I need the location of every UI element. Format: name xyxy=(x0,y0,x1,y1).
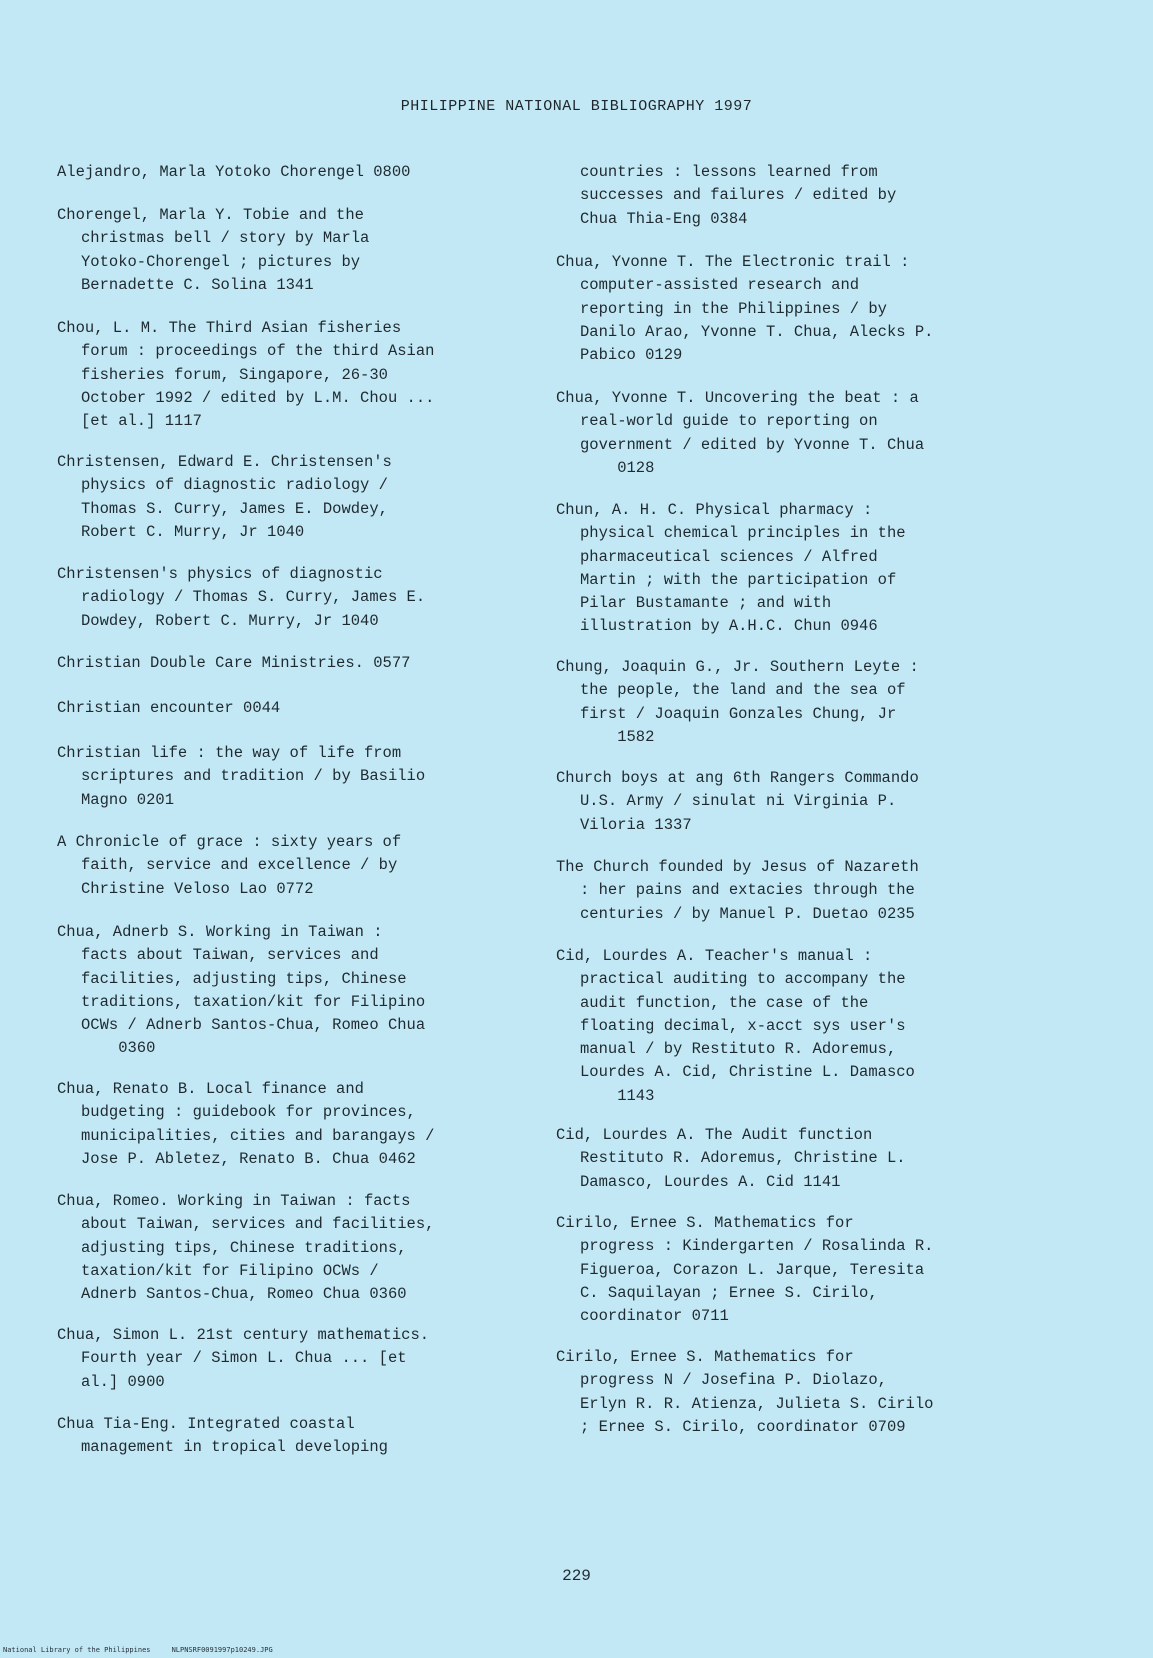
entry-line: countries : lessons learned from xyxy=(580,163,878,181)
entry-line: Chun, A. H. C. Physical pharmacy : xyxy=(556,501,873,519)
entry-left-2 xyxy=(57,317,561,433)
entry-line: Viloria 1337 xyxy=(580,815,692,834)
entry-line: ; Ernee S. Cirilo, coordinator 0709 xyxy=(580,1417,906,1436)
entry-line: Figueroa, Corazon L. Jarque, Teresita xyxy=(580,1260,925,1279)
entry-line: Chua, Yvonne T. Uncovering the beat : a xyxy=(556,389,919,407)
entry-left-8 xyxy=(57,831,561,901)
entry-line: fisheries forum, Singapore, 26-30 xyxy=(81,365,388,384)
entry-left-1 xyxy=(57,204,561,297)
entry-left-11 xyxy=(57,1190,561,1306)
entry-line: audit function, the case of the xyxy=(580,993,869,1012)
entry-left-9 xyxy=(57,921,561,1061)
entry-left-3 xyxy=(57,451,561,544)
entry-line: computer-assisted research and xyxy=(580,276,860,295)
entry-line: reporting in the Philippines / by xyxy=(580,299,887,318)
entry-line: the people, the land and the sea of xyxy=(580,681,906,700)
entry-line: Lourdes A. Cid, Christine L. Damasco xyxy=(580,1063,915,1082)
entry-right-1 xyxy=(556,251,1060,367)
entry-line: Chua, Yvonne T. The Electronic trail : xyxy=(556,253,910,271)
entry-line: Cirilo, Ernee S. Mathematics for xyxy=(556,1214,854,1232)
entry-right-10 xyxy=(556,1346,1060,1439)
entry-left-7 xyxy=(57,742,561,812)
entry-line: forum : proceedings of the third Asian xyxy=(81,342,435,361)
entry-line: management in tropical developing xyxy=(81,1438,388,1457)
entry-right-6 xyxy=(556,856,1060,926)
entry-line: : her pains and extacies through the xyxy=(580,881,915,900)
entry-left-4 xyxy=(57,563,561,633)
entry-line: traditions, taxation/kit for Filipino xyxy=(81,992,426,1011)
entry-left-6 xyxy=(57,697,561,720)
entry-right-3 xyxy=(556,499,1060,639)
entry-line: OCWs / Adnerb Santos-Chua, Romeo Chua xyxy=(81,1016,426,1035)
entry-left-10 xyxy=(57,1078,561,1171)
entry-line: 1143 xyxy=(580,1086,655,1105)
entry-right-9 xyxy=(556,1212,1060,1328)
entry-line: The Church founded by Jesus of Nazareth xyxy=(556,858,919,876)
entry-line: about Taiwan, services and facilities, xyxy=(81,1215,435,1234)
entry-line: Damasco, Lourdes A. Cid 1141 xyxy=(580,1172,841,1191)
entry-line: Chua, Renato B. Local finance and xyxy=(57,1080,364,1098)
entry-line: Restituto R. Adoremus, Christine L. xyxy=(580,1149,906,1168)
entry-line: manual / by Restituto R. Adoremus, xyxy=(580,1040,897,1059)
entry-line: Chua Tia-Eng. Integrated coastal xyxy=(57,1415,355,1433)
entry-line: Robert C. Murry, Jr 1040 xyxy=(81,522,305,541)
entry-line: al.] 0900 xyxy=(81,1372,165,1391)
entry-line: Martin ; with the participation of xyxy=(580,570,897,589)
entry-line: Cid, Lourdes A. The Audit function xyxy=(556,1126,873,1144)
entry-line: Erlyn R. R. Atienza, Julieta S. Cirilo xyxy=(580,1394,934,1413)
entry-line: October 1992 / edited by L.M. Chou ... xyxy=(81,388,435,407)
entry-line: radiology / Thomas S. Curry, James E. xyxy=(81,588,426,607)
entry-line: Chung, Joaquin G., Jr. Southern Leyte : xyxy=(556,658,919,676)
entry-line: progress N / Josefina P. Diolazo, xyxy=(580,1371,887,1390)
entry-line: Christensen, Edward E. Christensen's xyxy=(57,453,392,471)
entry-line: facilities, adjusting tips, Chinese xyxy=(81,969,407,988)
entry-line: A Chronicle of grace : sixty years of xyxy=(57,833,402,851)
entry-line: government / edited by Yvonne T. Chua xyxy=(580,435,925,454)
entry-line: physical chemical principles in the xyxy=(580,524,906,543)
entry-line: Adnerb Santos-Chua, Romeo Chua 0360 xyxy=(81,1285,407,1304)
entry-line: Cirilo, Ernee S. Mathematics for xyxy=(556,1348,854,1366)
entry-line: Jose P. Abletez, Renato B. Chua 0462 xyxy=(81,1149,416,1168)
entry-line: 0128 xyxy=(580,458,655,477)
entry-right-5 xyxy=(556,767,1060,837)
entry-line: Alejandro, Marla Yotoko Chorengel 0800 xyxy=(57,163,411,181)
entry-line: [et al.] 1117 xyxy=(81,412,202,431)
entry-line: municipalities, cities and barangays / xyxy=(81,1126,435,1145)
entry-line: pharmaceutical sciences / Alfred xyxy=(580,547,878,566)
entry-line: facts about Taiwan, services and xyxy=(81,946,379,965)
entry-line: illustration by A.H.C. Chun 0946 xyxy=(580,617,878,636)
entry-line: U.S. Army / sinulat ni Virginia P. xyxy=(580,792,897,811)
entry-line: Dowdey, Robert C. Murry, Jr 1040 xyxy=(81,611,379,630)
entry-line: first / Joaquin Gonzales Chung, Jr xyxy=(580,704,897,723)
entry-line: 0360 xyxy=(81,1039,156,1058)
entry-line: progress : Kindergarten / Rosalinda R. xyxy=(580,1237,934,1256)
page-number: 229 xyxy=(562,1567,591,1585)
entry-line: Danilo Arao, Yvonne T. Chua, Alecks P. xyxy=(580,322,934,341)
entry-line: Chua, Adnerb S. Working in Taiwan : xyxy=(57,923,383,941)
entry-line: Chua, Simon L. 21st century mathematics. xyxy=(57,1326,430,1344)
entry-line: taxation/kit for Filipino OCWs / xyxy=(81,1261,379,1280)
entry-line: Christian Double Care Ministries. 0577 xyxy=(57,654,411,672)
entry-line: physics of diagnostic radiology / xyxy=(81,476,388,495)
page-title: PHILIPPINE NATIONAL BIBLIOGRAPHY 1997 xyxy=(400,98,753,115)
entry-line: Christian life : the way of life from xyxy=(57,744,402,762)
entry-line: budgeting : guidebook for provinces, xyxy=(81,1103,416,1122)
entry-line: scriptures and tradition / by Basilio xyxy=(81,767,426,786)
entry-line: faith, service and excellence / by xyxy=(81,856,398,875)
entry-line: Thomas S. Curry, James E. Dowdey, xyxy=(81,499,388,518)
entry-line: Chua, Romeo. Working in Taiwan : facts xyxy=(57,1192,411,1210)
entry-line: Christensen's physics of diagnostic xyxy=(57,565,383,583)
entry-right-7 xyxy=(556,945,1060,1108)
entry-line: Christine Veloso Lao 0772 xyxy=(81,879,314,898)
entry-line: C. Saquilayan ; Ernee S. Cirilo, xyxy=(580,1283,878,1302)
entry-line: centuries / by Manuel P. Duetao 0235 xyxy=(580,904,915,923)
entry-line: real-world guide to reporting on xyxy=(580,412,878,431)
entry-line: floating decimal, x-acct sys user's xyxy=(580,1016,906,1035)
entry-right-4 xyxy=(556,656,1060,749)
entry-line: Chorengel, Marla Y. Tobie and the xyxy=(57,206,364,224)
entry-left-12 xyxy=(57,1324,561,1394)
entry-left-0 xyxy=(57,161,561,184)
entry-line: Pilar Bustamante ; and with xyxy=(580,594,832,613)
entry-line: coordinator 0711 xyxy=(580,1307,729,1326)
entry-line: Chua Thia-Eng 0384 xyxy=(580,209,748,228)
entry-line: Magno 0201 xyxy=(81,790,175,809)
scan-credit: National Library of the Philippines NLPNSRF0091997p10249.JPG xyxy=(3,1646,273,1654)
entry-line: practical auditing to accompany the xyxy=(580,970,906,989)
entry-right-8 xyxy=(556,1124,1060,1194)
entry-line: Bernadette C. Solina 1341 xyxy=(81,275,314,294)
entry-right-0 xyxy=(556,161,1060,231)
entry-line: successes and failures / edited by xyxy=(580,186,897,205)
entry-line: adjusting tips, Chinese traditions, xyxy=(81,1238,407,1257)
entry-line: Yotoko-Chorengel ; pictures by xyxy=(81,252,361,271)
entry-line: Pabico 0129 xyxy=(580,346,683,365)
entry-line: Church boys at ang 6th Rangers Commando xyxy=(556,769,919,787)
entry-line: Chou, L. M. The Third Asian fisheries xyxy=(57,319,402,337)
entry-line: christmas bell / story by Marla xyxy=(81,229,370,248)
entry-line: 1582 xyxy=(580,727,655,746)
entry-left-5 xyxy=(57,652,561,675)
entry-line: Fourth year / Simon L. Chua ... [et xyxy=(81,1349,407,1368)
entry-line: Cid, Lourdes A. Teacher's manual : xyxy=(556,947,873,965)
entry-left-13 xyxy=(57,1413,561,1460)
entry-line: Christian encounter 0044 xyxy=(57,699,281,717)
entry-right-2 xyxy=(556,387,1060,480)
